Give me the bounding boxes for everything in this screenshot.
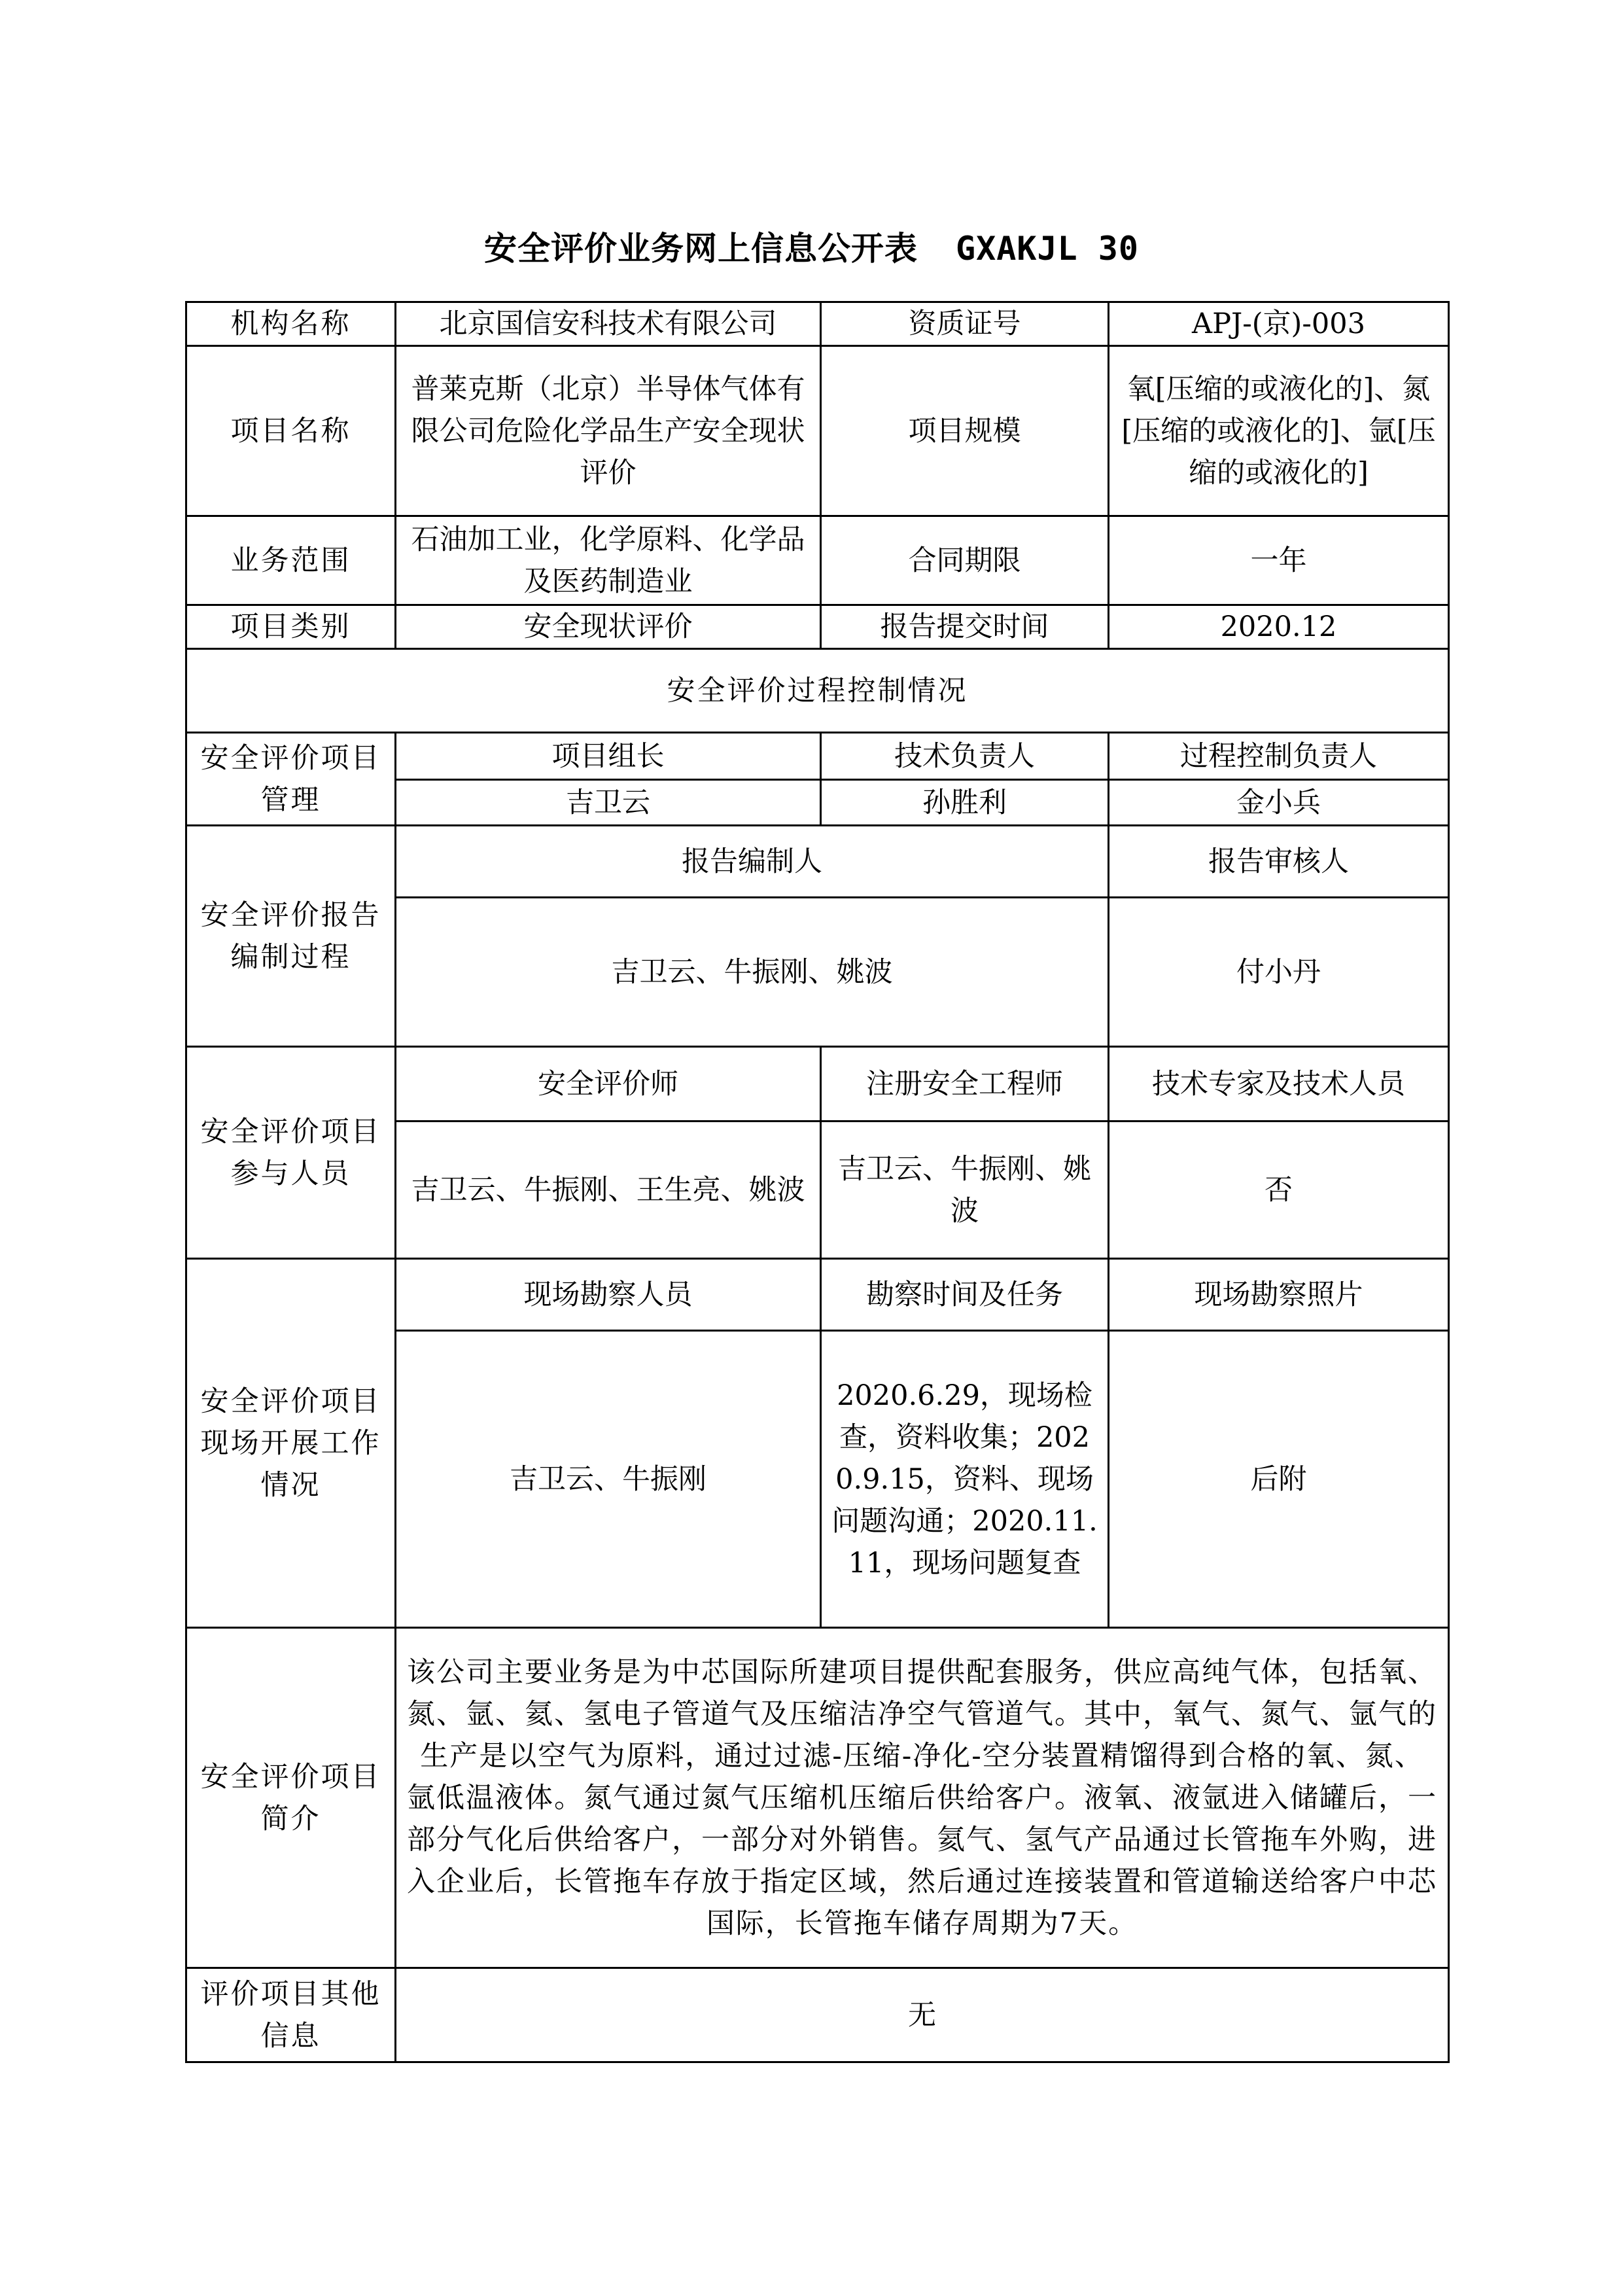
site-staff-header: 现场勘察人员: [396, 1259, 821, 1331]
assessor-header: 安全评价师: [396, 1047, 821, 1122]
row-management-headers: [186, 733, 1449, 780]
project-value: 普莱克斯（北京）半导体气体有限公司危险化学品生产安全现状评价: [396, 346, 821, 516]
contract-value: 一年: [1109, 516, 1449, 605]
leader-header: 项目组长: [396, 733, 821, 780]
category-label: 项目类别: [186, 605, 396, 649]
row-category: [186, 605, 1449, 649]
cert-label: 资质证号: [821, 302, 1109, 346]
site-schedule-value: 2020.6.29，现场检查，资料收集；2020.9.15，资料、现场问题沟通；2020.11.11，现场问题复查: [821, 1331, 1109, 1628]
other-value: 无: [396, 1968, 1449, 2062]
category-value: 安全现状评价: [396, 605, 821, 649]
contract-label: 合同期限: [821, 516, 1109, 605]
expert-value: 否: [1109, 1122, 1449, 1259]
org-value: 北京国信安科技术有限公司: [396, 302, 821, 346]
reviewer-value: 付小丹: [1109, 898, 1449, 1047]
expert-header: 技术专家及技术人员: [1109, 1047, 1449, 1122]
assessor-value: 吉卫云、牛振刚、王生亮、姚波: [396, 1122, 821, 1259]
compiler-header: 报告编制人: [396, 826, 1109, 898]
row-site-headers: [186, 1259, 1449, 1331]
row-scope: [186, 516, 1449, 605]
reviewer-header: 报告审核人: [1109, 826, 1449, 898]
process-heading: 安全评价过程控制情况: [186, 649, 1449, 733]
engineer-value: 吉卫云、牛振刚、姚波: [821, 1122, 1109, 1259]
cert-value: APJ-(京)-003: [1109, 302, 1449, 346]
row-org: [186, 302, 1449, 346]
project-label: 项目名称: [186, 346, 396, 516]
scope-value: 石油加工业，化学原料、化学品及医药制造业: [396, 516, 821, 605]
site-label: 安全评价项目现场开展工作情况: [186, 1259, 396, 1628]
row-participants-headers: [186, 1047, 1449, 1122]
scope-label: 业务范围: [186, 516, 396, 605]
site-photos-value: 后附: [1109, 1331, 1449, 1628]
form-code: GXAKJL 30: [956, 230, 1139, 268]
tech-lead-header: 技术负责人: [821, 733, 1109, 780]
control-lead-value: 金小兵: [1109, 780, 1449, 826]
compiler-value: 吉卫云、牛振刚、姚波: [396, 898, 1109, 1047]
submit-label: 报告提交时间: [821, 605, 1109, 649]
other-label: 评价项目其他信息: [186, 1968, 396, 2062]
row-project: [186, 346, 1449, 516]
site-schedule-header: 勘察时间及任务: [821, 1259, 1109, 1331]
row-intro: [186, 1628, 1449, 1968]
participants-label: 安全评价项目参与人员: [186, 1047, 396, 1259]
tech-lead-value: 孙胜利: [821, 780, 1109, 826]
scale-value: 氧[压缩的或液化的]、氮[压缩的或液化的]、氩[压缩的或液化的]: [1109, 346, 1449, 516]
intro-label: 安全评价项目简介: [186, 1628, 396, 1968]
scale-label: 项目规模: [821, 346, 1109, 516]
leader-value: 吉卫云: [396, 780, 821, 826]
intro-text: 该公司主要业务是为中芯国际所建项目提供配套服务，供应高纯气体，包括氧、氮、氩、氦、氢电子管道气及压缩洁净空气管道气。其中，氧气、氮气、氩气的生产是以空气为原料，通过过滤-压缩-净化-空分装置精馏得到合格的氧、氮、氩低温液体。氮气通过氮气压缩机压缩后供给客户。液氧、液氩进入储罐后，一部分气化后供给客户，一部分对外销售。氦气、氢气产品通过长管拖车外购，进入企业后，长管拖车存放于指定区域，然后通过连接装置和管道输送给客户中芯国际，长管拖车储存周期为7天。: [396, 1628, 1449, 1968]
row-process-heading: [186, 649, 1449, 733]
site-photos-header: 现场勘察照片: [1109, 1259, 1449, 1331]
disclosure-table: [185, 301, 1450, 2063]
page-title: [0, 226, 1623, 272]
submit-value: 2020.12: [1109, 605, 1449, 649]
management-label: 安全评价项目管理: [186, 733, 396, 826]
row-report-headers: [186, 826, 1449, 898]
site-staff-value: 吉卫云、牛振刚: [396, 1331, 821, 1628]
title-main: 安全评价业务网上信息公开表: [484, 230, 918, 268]
row-other: [186, 1968, 1449, 2062]
engineer-header: 注册安全工程师: [821, 1047, 1109, 1122]
org-label: 机构名称: [186, 302, 396, 346]
report-label: 安全评价报告编制过程: [186, 826, 396, 1047]
control-lead-header: 过程控制负责人: [1109, 733, 1449, 780]
